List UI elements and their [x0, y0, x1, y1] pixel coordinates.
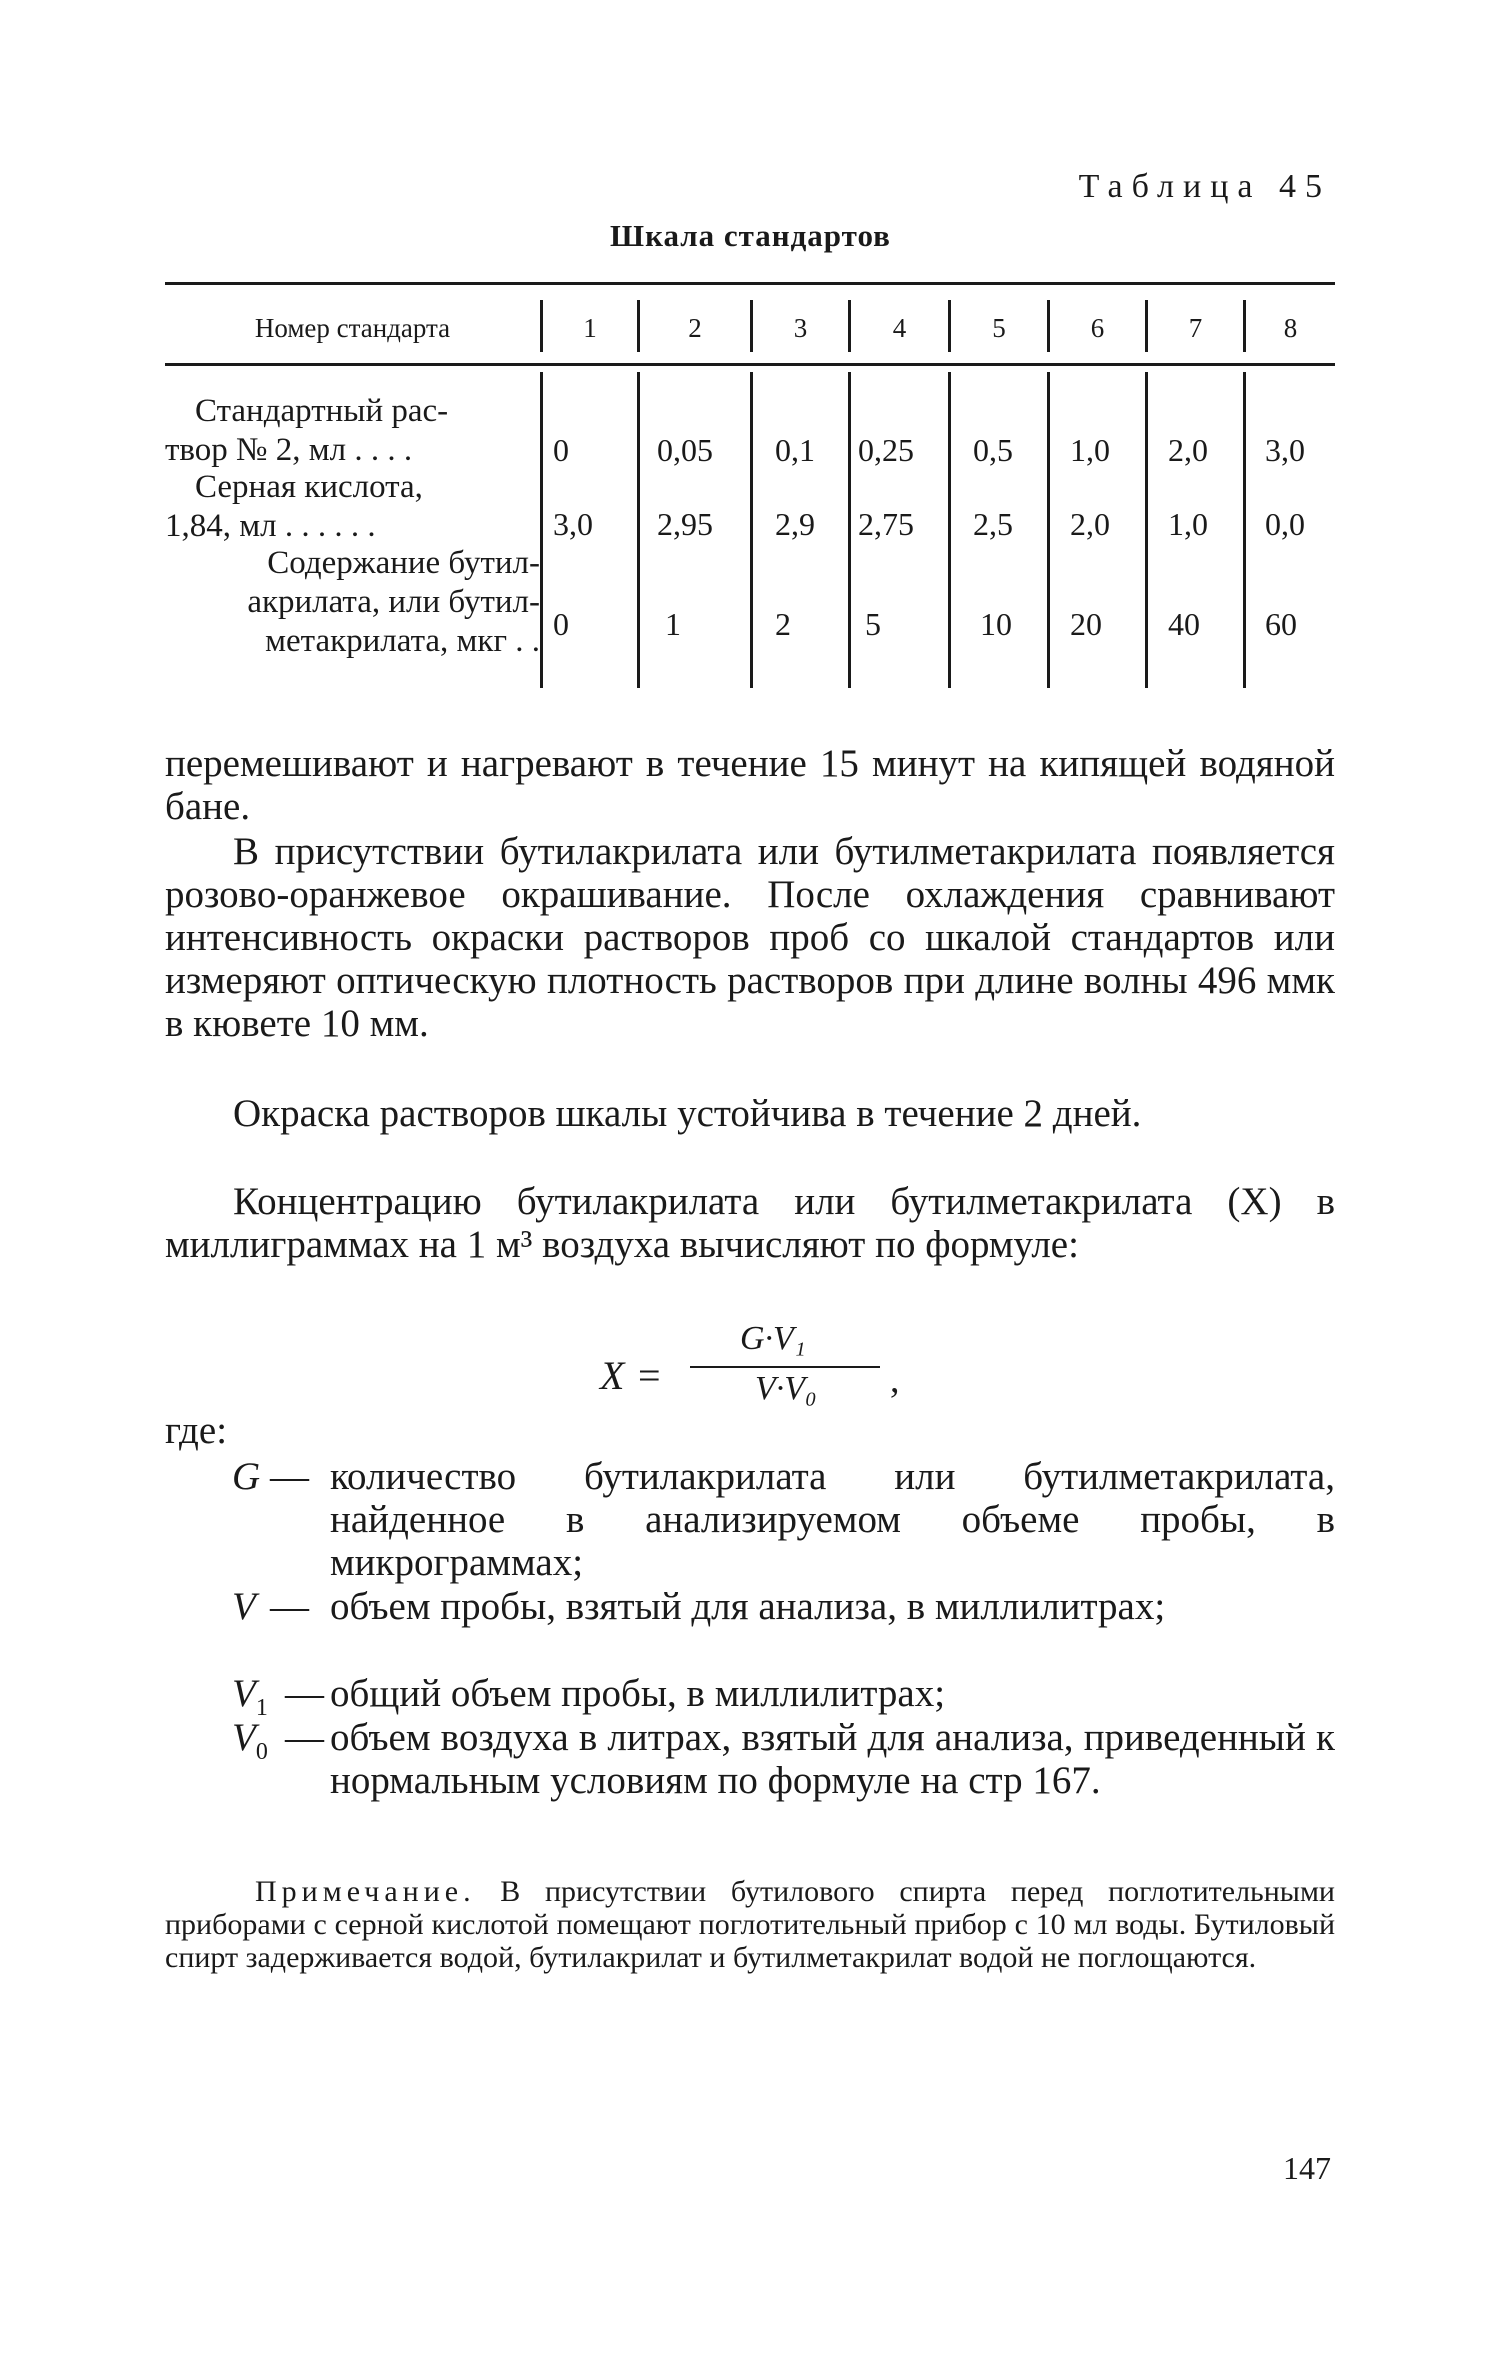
table-cell: 0,1 [775, 432, 815, 468]
paragraph: Концентрацию бутилакрилата или бутилметакрилата (X) в миллиграммах на 1 м³ воздуха вычисляют по формуле: [165, 1180, 1335, 1266]
formula-lhs: X [600, 1353, 625, 1398]
formula-comma: , [890, 1359, 900, 1401]
dash: — [285, 1672, 324, 1715]
where-label: где: [165, 1409, 228, 1452]
column-header: 4 [892, 313, 907, 343]
table-title: Шкала стандартов [610, 218, 891, 253]
paragraph: перемешивают и нагревают в течение 15 минут на кипящей водяной бане. [165, 742, 1335, 828]
table-cell: 1 [665, 606, 681, 642]
table-stub-header: Номер стандарта [254, 313, 451, 343]
table-cell: 2,5 [973, 506, 1013, 542]
column-header: 3 [793, 313, 808, 343]
table-top-rule [165, 282, 1335, 285]
table-cell: 60 [1265, 606, 1297, 642]
body-divider [540, 372, 543, 688]
table-cell: 0 [553, 432, 569, 468]
column-header: 1 [583, 313, 597, 343]
fraction-bar [690, 1366, 880, 1368]
formula [590, 1320, 1010, 1430]
row-label: Стандартный рас- твор № 2, мл . . . . [165, 393, 449, 468]
formula-numerator: G·V₁ [740, 1320, 806, 1357]
definition-text: объем пробы, взятый для анализа, в миллилитрах; [330, 1585, 1166, 1628]
table-cell: 0,0 [1265, 506, 1305, 542]
table-cell: 2,0 [1070, 506, 1110, 542]
column-header: 8 [1283, 313, 1298, 343]
table-cell: 2,95 [657, 506, 713, 542]
table-cell: 20 [1070, 606, 1102, 642]
column-header: 2 [688, 313, 702, 343]
table-header-rule [165, 363, 1335, 366]
column-header: 6 [1090, 313, 1105, 343]
note-label: Примечание. [255, 1875, 476, 1908]
table-cell: 2,9 [775, 506, 815, 542]
table-label: Таблица 45 [1078, 168, 1331, 205]
dash: — [270, 1455, 309, 1498]
definition-text: общий объем пробы, в миллилитрах; [330, 1672, 946, 1715]
table-cell: 2 [775, 606, 791, 642]
body-divider [948, 372, 951, 688]
body-divider [1243, 372, 1246, 688]
row-label: Серная кислота, 1,84, мл . . . . . . [165, 469, 423, 544]
page-number: 147 [1283, 2150, 1331, 2186]
standards-table [165, 282, 1335, 692]
body-divider [848, 372, 851, 688]
paragraph: В присутствии бутилакрилата или бутилметакрилата появляется розово-оранжевое окрашивание. После охлаждения сравнивают интенсивность окраски растворов проб со шкалой стандартов или измеряют оптическую плотность растворов при длине волны 496 ммк в кювете 10 мм. [165, 830, 1335, 1045]
table-cell: 1,0 [1168, 506, 1208, 542]
column-header: 7 [1188, 313, 1203, 343]
definition-symbol: $V_0$ [232, 1716, 268, 1765]
dash: — [285, 1716, 324, 1759]
definition-text: объем воздуха в литрах, взятый для анализа, приведенный к нормальным условиям по формуле на стр 167. [330, 1716, 1335, 1802]
table-cell: 0,5 [973, 432, 1013, 468]
column-header: 5 [992, 313, 1006, 343]
footnote [165, 1875, 1335, 1974]
definition-symbol: $V_1$ [232, 1672, 268, 1721]
definition-symbol: V [232, 1585, 256, 1628]
table-cell: 5 [865, 606, 881, 642]
formula-equals: = [638, 1353, 661, 1398]
formula-denominator: V·V₀ [755, 1370, 817, 1407]
definition-symbol: G [232, 1455, 261, 1498]
table-cell: 1,0 [1070, 432, 1110, 468]
body-divider [637, 372, 640, 688]
table-cell: 0,25 [858, 432, 914, 468]
table-cell: 40 [1168, 606, 1200, 642]
table-cell: 2,0 [1168, 432, 1208, 468]
dash: — [270, 1585, 309, 1628]
definition-text: количество бутилакрилата или бутилметакрилата, найденное в анализируемом объеме пробы, в микрограммах; [330, 1455, 1335, 1584]
table-cell: 2,75 [858, 506, 914, 542]
table-cell: 0,05 [657, 432, 713, 468]
body-divider [1047, 372, 1050, 688]
body-divider [1145, 372, 1148, 688]
table-cell: 3,0 [553, 506, 593, 542]
paragraph: Окраска растворов шкалы устойчива в течение 2 дней. [233, 1092, 1142, 1135]
body-divider [750, 372, 753, 688]
row-label: Содержание бутил- акрилата, или бутил- метакрилата, мкг . . [247, 545, 540, 659]
note-text: В присутствии бутилового спирта перед поглотительными приборами с серной кислотой помещают поглотительный прибор с 10 мл воды. Бутиловый спирт задерживается водой, бутилакрилат и бутилметакрилат водой не поглощаются. [165, 1875, 1335, 1974]
table-cell: 3,0 [1265, 432, 1305, 468]
table-cell: 0 [553, 606, 569, 642]
table-cell: 10 [980, 606, 1012, 642]
